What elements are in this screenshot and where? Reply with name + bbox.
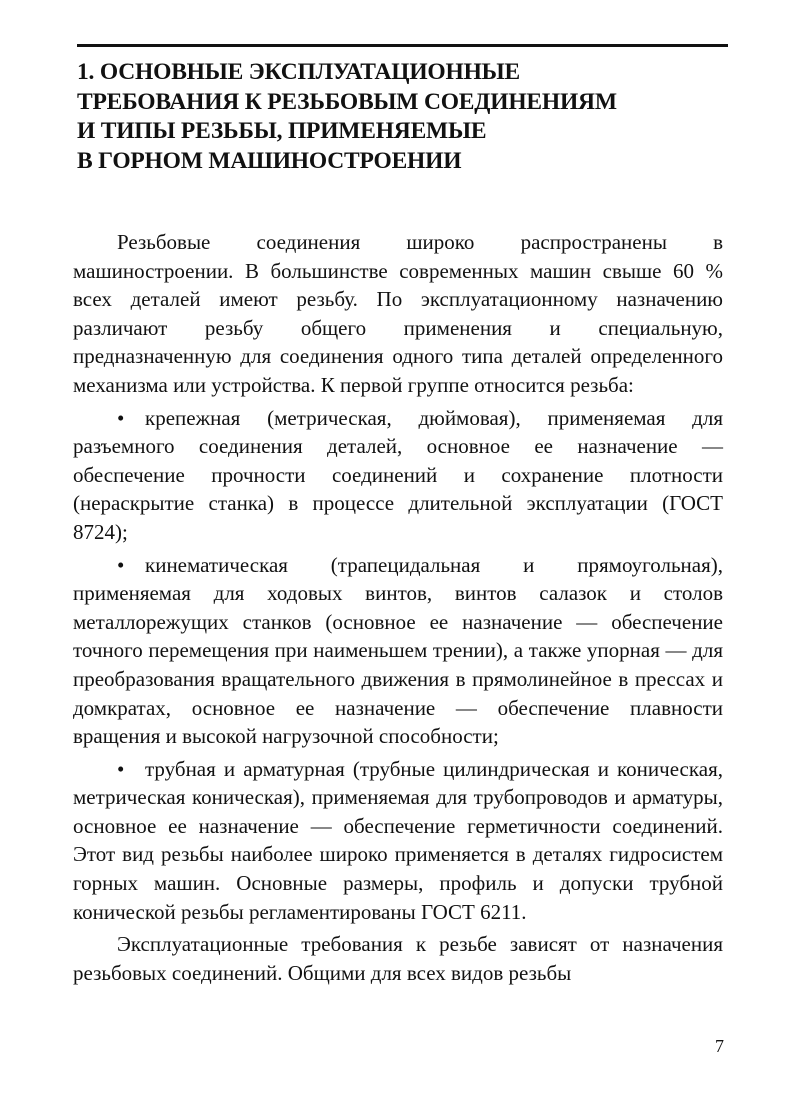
bullet-item-pipe (73, 755, 723, 927)
page-number: 7 (715, 1036, 724, 1056)
bullet-item-kinematic (73, 551, 723, 751)
body-text (73, 228, 723, 991)
bullet-text: крепежная (метрическая, дюймовая), применяемая для разъемного соединения деталей, основное ее назначение — обеспечение прочности соединений и сохранение плотности (нераскрытие станка) в процессе длительной эксплуатации (ГОСТ 8724); (73, 405, 723, 544)
heading-line-1: 1. ОСНОВНЫЕ ЭКСПЛУАТАЦИОННЫЕ (77, 59, 521, 85)
heading-line-2: ТРЕБОВАНИЯ К РЕЗЬБОВЫМ СОЕДИНЕНИЯМ (77, 88, 617, 115)
closing-paragraph: Эксплуатационные требования к резьбе зависят от назначения резьбовых соединений. Общими для всех видов резьбы (73, 932, 723, 985)
bullet-text: трубная и арматурная (трубные цилиндрическая и коническая, метрическая коническая), применяемая для трубопроводов и арматуры, основное ее назначение — обеспечение герметичности соединений. Этот вид резьбы наиболее широко применяется в деталях гидросистем горных машин. Основные размеры, профиль и допуски трубной конической резьбы регламентированы ГОСТ 6211. (73, 756, 723, 924)
heading-line-3: И ТИПЫ РЕЗЬБЫ, ПРИМЕНЯЕМЫЕ (77, 118, 487, 144)
top-rule (77, 44, 728, 47)
bullet-icon: • (117, 756, 125, 781)
bullet-text: кинематическая (трапецидальная и прямоугольная), применяемая для ходовых винтов, винтов салазок и столов металлорежущих станков (основное ее назначение — обеспечение точного перемещения при наименьшем трении), а также упорная — для преобразования вращательного движения в прямолинейное в прессах и домкратах, основное ее назначение — обеспечение плавности вращения и высокой нагрузочной способности; (73, 552, 723, 749)
bullet-icon: • (117, 405, 125, 430)
bullet-item-fastening (73, 404, 723, 547)
bullet-icon: • (117, 552, 125, 577)
section-heading (77, 58, 717, 176)
intro-paragraph: Резьбовые соединения широко распространены в машиностроении. В большинстве современных машин свыше 60 % всех деталей имеют резьбу. По эксплуатационному назначению различают резьбу общего применения и специальную, предназначенную для соединения одного типа деталей определенного механизма или устройства. К первой группе относится резьба: (73, 230, 723, 397)
heading-line-4: В ГОРНОМ МАШИНОСТРОЕНИИ (77, 147, 462, 174)
